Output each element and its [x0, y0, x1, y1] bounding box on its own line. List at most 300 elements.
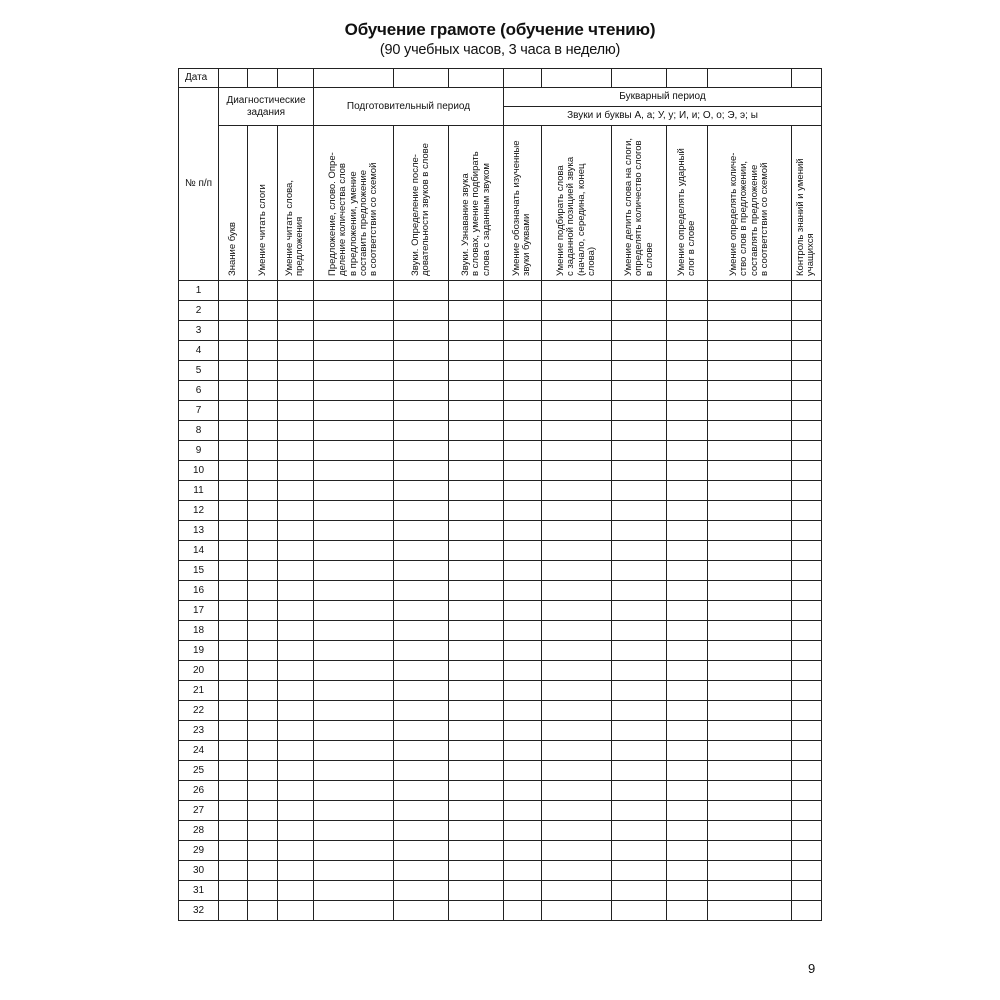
grade-cell[interactable]: [708, 421, 792, 441]
grade-cell[interactable]: [449, 661, 504, 681]
grade-cell[interactable]: [248, 481, 278, 501]
grade-cell[interactable]: [278, 621, 314, 641]
grade-cell[interactable]: [219, 641, 248, 661]
grade-cell[interactable]: [278, 821, 314, 841]
grade-cell[interactable]: [542, 541, 612, 561]
grade-cell[interactable]: [314, 901, 394, 921]
grade-cell[interactable]: [504, 761, 542, 781]
grade-cell[interactable]: [219, 781, 248, 801]
grade-cell[interactable]: [612, 361, 667, 381]
grade-cell[interactable]: [504, 681, 542, 701]
grade-cell[interactable]: [708, 761, 792, 781]
grade-cell[interactable]: [667, 381, 708, 401]
grade-cell[interactable]: [248, 601, 278, 621]
grade-cell[interactable]: [612, 601, 667, 621]
date-cell[interactable]: [504, 69, 542, 88]
grade-cell[interactable]: [667, 681, 708, 701]
grade-cell[interactable]: [314, 821, 394, 841]
grade-cell[interactable]: [278, 561, 314, 581]
grade-cell[interactable]: [219, 401, 248, 421]
grade-cell[interactable]: [314, 601, 394, 621]
grade-cell[interactable]: [504, 821, 542, 841]
grade-cell[interactable]: [314, 421, 394, 441]
grade-cell[interactable]: [449, 701, 504, 721]
grade-cell[interactable]: [542, 821, 612, 841]
grade-cell[interactable]: [792, 321, 822, 341]
grade-cell[interactable]: [504, 561, 542, 581]
grade-cell[interactable]: [278, 841, 314, 861]
grade-cell[interactable]: [708, 301, 792, 321]
grade-cell[interactable]: [314, 801, 394, 821]
grade-cell[interactable]: [504, 801, 542, 821]
grade-cell[interactable]: [314, 341, 394, 361]
grade-cell[interactable]: [248, 661, 278, 681]
grade-cell[interactable]: [792, 801, 822, 821]
grade-cell[interactable]: [542, 661, 612, 681]
grade-cell[interactable]: [219, 301, 248, 321]
grade-cell[interactable]: [612, 521, 667, 541]
grade-cell[interactable]: [504, 321, 542, 341]
grade-cell[interactable]: [449, 301, 504, 321]
grade-cell[interactable]: [792, 281, 822, 301]
grade-cell[interactable]: [612, 901, 667, 921]
grade-cell[interactable]: [219, 341, 248, 361]
grade-cell[interactable]: [708, 841, 792, 861]
grade-cell[interactable]: [667, 901, 708, 921]
grade-cell[interactable]: [667, 861, 708, 881]
grade-cell[interactable]: [248, 501, 278, 521]
grade-cell[interactable]: [248, 681, 278, 701]
grade-cell[interactable]: [449, 581, 504, 601]
grade-cell[interactable]: [792, 301, 822, 321]
grade-cell[interactable]: [278, 481, 314, 501]
grade-cell[interactable]: [504, 421, 542, 441]
grade-cell[interactable]: [504, 721, 542, 741]
grade-cell[interactable]: [314, 561, 394, 581]
grade-cell[interactable]: [504, 601, 542, 621]
grade-cell[interactable]: [708, 561, 792, 581]
grade-cell[interactable]: [314, 441, 394, 461]
grade-cell[interactable]: [708, 521, 792, 541]
grade-cell[interactable]: [708, 341, 792, 361]
grade-cell[interactable]: [612, 301, 667, 321]
grade-cell[interactable]: [394, 661, 449, 681]
grade-cell[interactable]: [504, 661, 542, 681]
grade-cell[interactable]: [394, 521, 449, 541]
grade-cell[interactable]: [542, 581, 612, 601]
grade-cell[interactable]: [219, 901, 248, 921]
grade-cell[interactable]: [314, 701, 394, 721]
grade-cell[interactable]: [248, 541, 278, 561]
grade-cell[interactable]: [667, 281, 708, 301]
grade-cell[interactable]: [792, 681, 822, 701]
grade-cell[interactable]: [504, 461, 542, 481]
grade-cell[interactable]: [314, 681, 394, 701]
grade-cell[interactable]: [612, 781, 667, 801]
grade-cell[interactable]: [248, 561, 278, 581]
grade-cell[interactable]: [314, 461, 394, 481]
grade-cell[interactable]: [449, 481, 504, 501]
grade-cell[interactable]: [612, 381, 667, 401]
grade-cell[interactable]: [542, 381, 612, 401]
grade-cell[interactable]: [219, 701, 248, 721]
grade-cell[interactable]: [314, 881, 394, 901]
grade-cell[interactable]: [708, 781, 792, 801]
grade-cell[interactable]: [708, 901, 792, 921]
grade-cell[interactable]: [792, 521, 822, 541]
grade-cell[interactable]: [612, 821, 667, 841]
grade-cell[interactable]: [314, 321, 394, 341]
date-cell[interactable]: [449, 69, 504, 88]
grade-cell[interactable]: [314, 361, 394, 381]
grade-cell[interactable]: [248, 761, 278, 781]
grade-cell[interactable]: [667, 301, 708, 321]
grade-cell[interactable]: [449, 901, 504, 921]
grade-cell[interactable]: [667, 341, 708, 361]
grade-cell[interactable]: [219, 481, 248, 501]
grade-cell[interactable]: [542, 881, 612, 901]
grade-cell[interactable]: [219, 361, 248, 381]
grade-cell[interactable]: [219, 801, 248, 821]
grade-cell[interactable]: [248, 381, 278, 401]
grade-cell[interactable]: [449, 461, 504, 481]
grade-cell[interactable]: [248, 701, 278, 721]
grade-cell[interactable]: [792, 401, 822, 421]
grade-cell[interactable]: [449, 341, 504, 361]
grade-cell[interactable]: [504, 641, 542, 661]
grade-cell[interactable]: [314, 581, 394, 601]
date-cell[interactable]: [708, 69, 792, 88]
grade-cell[interactable]: [612, 321, 667, 341]
grade-cell[interactable]: [504, 781, 542, 801]
grade-cell[interactable]: [449, 381, 504, 401]
grade-cell[interactable]: [394, 861, 449, 881]
grade-cell[interactable]: [449, 761, 504, 781]
grade-cell[interactable]: [394, 561, 449, 581]
grade-cell[interactable]: [314, 661, 394, 681]
grade-cell[interactable]: [248, 421, 278, 441]
grade-cell[interactable]: [792, 821, 822, 841]
grade-cell[interactable]: [792, 361, 822, 381]
grade-cell[interactable]: [542, 441, 612, 461]
grade-cell[interactable]: [394, 601, 449, 621]
grade-cell[interactable]: [792, 481, 822, 501]
grade-cell[interactable]: [542, 401, 612, 421]
grade-cell[interactable]: [708, 741, 792, 761]
grade-cell[interactable]: [449, 541, 504, 561]
grade-cell[interactable]: [394, 461, 449, 481]
grade-cell[interactable]: [542, 341, 612, 361]
grade-cell[interactable]: [314, 741, 394, 761]
grade-cell[interactable]: [792, 341, 822, 361]
grade-cell[interactable]: [708, 861, 792, 881]
grade-cell[interactable]: [278, 521, 314, 541]
grade-cell[interactable]: [792, 641, 822, 661]
grade-cell[interactable]: [667, 461, 708, 481]
grade-cell[interactable]: [394, 401, 449, 421]
grade-cell[interactable]: [278, 281, 314, 301]
grade-cell[interactable]: [394, 801, 449, 821]
grade-cell[interactable]: [314, 481, 394, 501]
grade-cell[interactable]: [542, 281, 612, 301]
grade-cell[interactable]: [449, 721, 504, 741]
grade-cell[interactable]: [314, 861, 394, 881]
grade-cell[interactable]: [504, 501, 542, 521]
grade-cell[interactable]: [278, 461, 314, 481]
grade-cell[interactable]: [612, 561, 667, 581]
grade-cell[interactable]: [394, 821, 449, 841]
grade-cell[interactable]: [667, 761, 708, 781]
grade-cell[interactable]: [278, 401, 314, 421]
grade-cell[interactable]: [667, 521, 708, 541]
grade-cell[interactable]: [248, 801, 278, 821]
grade-cell[interactable]: [667, 741, 708, 761]
grade-cell[interactable]: [394, 321, 449, 341]
grade-cell[interactable]: [667, 401, 708, 421]
grade-cell[interactable]: [542, 621, 612, 641]
grade-cell[interactable]: [219, 321, 248, 341]
grade-cell[interactable]: [394, 901, 449, 921]
grade-cell[interactable]: [667, 561, 708, 581]
grade-cell[interactable]: [219, 681, 248, 701]
grade-cell[interactable]: [278, 381, 314, 401]
grade-cell[interactable]: [542, 601, 612, 621]
grade-cell[interactable]: [449, 881, 504, 901]
grade-cell[interactable]: [667, 361, 708, 381]
grade-cell[interactable]: [504, 541, 542, 561]
grade-cell[interactable]: [504, 441, 542, 461]
grade-cell[interactable]: [219, 621, 248, 641]
grade-cell[interactable]: [449, 281, 504, 301]
grade-cell[interactable]: [542, 461, 612, 481]
grade-cell[interactable]: [612, 761, 667, 781]
grade-cell[interactable]: [792, 741, 822, 761]
grade-cell[interactable]: [314, 781, 394, 801]
grade-cell[interactable]: [612, 681, 667, 701]
grade-cell[interactable]: [248, 301, 278, 321]
grade-cell[interactable]: [667, 581, 708, 601]
grade-cell[interactable]: [248, 821, 278, 841]
grade-cell[interactable]: [278, 801, 314, 821]
grade-cell[interactable]: [278, 901, 314, 921]
grade-cell[interactable]: [314, 621, 394, 641]
grade-cell[interactable]: [504, 621, 542, 641]
grade-cell[interactable]: [792, 541, 822, 561]
grade-cell[interactable]: [219, 461, 248, 481]
grade-cell[interactable]: [542, 501, 612, 521]
grade-cell[interactable]: [449, 781, 504, 801]
grade-cell[interactable]: [278, 601, 314, 621]
grade-cell[interactable]: [278, 861, 314, 881]
grade-cell[interactable]: [504, 521, 542, 541]
grade-cell[interactable]: [278, 501, 314, 521]
grade-cell[interactable]: [708, 661, 792, 681]
grade-cell[interactable]: [248, 721, 278, 741]
grade-cell[interactable]: [542, 701, 612, 721]
grade-cell[interactable]: [542, 521, 612, 541]
grade-cell[interactable]: [219, 441, 248, 461]
grade-cell[interactable]: [612, 281, 667, 301]
grade-cell[interactable]: [314, 541, 394, 561]
grade-cell[interactable]: [792, 901, 822, 921]
grade-cell[interactable]: [708, 401, 792, 421]
grade-cell[interactable]: [504, 901, 542, 921]
grade-cell[interactable]: [542, 301, 612, 321]
grade-cell[interactable]: [449, 801, 504, 821]
grade-cell[interactable]: [708, 481, 792, 501]
grade-cell[interactable]: [278, 781, 314, 801]
grade-cell[interactable]: [612, 641, 667, 661]
grade-cell[interactable]: [449, 521, 504, 541]
grade-cell[interactable]: [612, 721, 667, 741]
grade-cell[interactable]: [792, 501, 822, 521]
grade-cell[interactable]: [314, 381, 394, 401]
grade-cell[interactable]: [278, 881, 314, 901]
grade-cell[interactable]: [612, 441, 667, 461]
grade-cell[interactable]: [612, 421, 667, 441]
grade-cell[interactable]: [792, 621, 822, 641]
grade-cell[interactable]: [248, 321, 278, 341]
grade-cell[interactable]: [792, 721, 822, 741]
grade-cell[interactable]: [394, 781, 449, 801]
grade-cell[interactable]: [542, 321, 612, 341]
grade-cell[interactable]: [248, 401, 278, 421]
grade-cell[interactable]: [792, 781, 822, 801]
grade-cell[interactable]: [504, 341, 542, 361]
grade-cell[interactable]: [612, 841, 667, 861]
date-cell[interactable]: [219, 69, 248, 88]
grade-cell[interactable]: [708, 381, 792, 401]
grade-cell[interactable]: [792, 701, 822, 721]
date-cell[interactable]: [248, 69, 278, 88]
grade-cell[interactable]: [248, 781, 278, 801]
grade-cell[interactable]: [612, 401, 667, 421]
grade-cell[interactable]: [314, 641, 394, 661]
grade-cell[interactable]: [394, 841, 449, 861]
grade-cell[interactable]: [219, 661, 248, 681]
grade-cell[interactable]: [394, 361, 449, 381]
grade-cell[interactable]: [667, 841, 708, 861]
grade-cell[interactable]: [612, 461, 667, 481]
grade-cell[interactable]: [278, 581, 314, 601]
grade-cell[interactable]: [449, 441, 504, 461]
grade-cell[interactable]: [708, 461, 792, 481]
grade-cell[interactable]: [504, 361, 542, 381]
grade-cell[interactable]: [708, 581, 792, 601]
grade-cell[interactable]: [612, 801, 667, 821]
grade-cell[interactable]: [667, 621, 708, 641]
grade-cell[interactable]: [278, 761, 314, 781]
grade-cell[interactable]: [667, 721, 708, 741]
grade-cell[interactable]: [504, 581, 542, 601]
grade-cell[interactable]: [449, 361, 504, 381]
grade-cell[interactable]: [449, 681, 504, 701]
grade-cell[interactable]: [278, 721, 314, 741]
grade-cell[interactable]: [394, 481, 449, 501]
grade-cell[interactable]: [278, 301, 314, 321]
grade-cell[interactable]: [219, 761, 248, 781]
grade-cell[interactable]: [792, 661, 822, 681]
grade-cell[interactable]: [449, 561, 504, 581]
grade-cell[interactable]: [248, 521, 278, 541]
grade-cell[interactable]: [542, 561, 612, 581]
grade-cell[interactable]: [504, 841, 542, 861]
grade-cell[interactable]: [278, 701, 314, 721]
date-cell[interactable]: [314, 69, 394, 88]
grade-cell[interactable]: [708, 321, 792, 341]
grade-cell[interactable]: [504, 881, 542, 901]
grade-cell[interactable]: [219, 721, 248, 741]
grade-cell[interactable]: [219, 281, 248, 301]
grade-cell[interactable]: [394, 681, 449, 701]
grade-cell[interactable]: [248, 461, 278, 481]
grade-cell[interactable]: [667, 601, 708, 621]
grade-cell[interactable]: [667, 801, 708, 821]
grade-cell[interactable]: [219, 881, 248, 901]
grade-cell[interactable]: [278, 741, 314, 761]
grade-cell[interactable]: [219, 421, 248, 441]
grade-cell[interactable]: [394, 341, 449, 361]
grade-cell[interactable]: [449, 821, 504, 841]
grade-cell[interactable]: [248, 621, 278, 641]
grade-cell[interactable]: [542, 901, 612, 921]
grade-cell[interactable]: [314, 761, 394, 781]
grade-cell[interactable]: [248, 641, 278, 661]
grade-cell[interactable]: [278, 321, 314, 341]
grade-cell[interactable]: [667, 661, 708, 681]
grade-cell[interactable]: [708, 541, 792, 561]
grade-cell[interactable]: [278, 421, 314, 441]
grade-cell[interactable]: [708, 281, 792, 301]
grade-cell[interactable]: [219, 541, 248, 561]
grade-cell[interactable]: [248, 581, 278, 601]
grade-cell[interactable]: [542, 641, 612, 661]
grade-cell[interactable]: [708, 701, 792, 721]
grade-cell[interactable]: [278, 681, 314, 701]
date-cell[interactable]: [394, 69, 449, 88]
grade-cell[interactable]: [278, 661, 314, 681]
grade-cell[interactable]: [542, 761, 612, 781]
grade-cell[interactable]: [542, 481, 612, 501]
grade-cell[interactable]: [708, 361, 792, 381]
grade-cell[interactable]: [248, 741, 278, 761]
grade-cell[interactable]: [394, 641, 449, 661]
grade-cell[interactable]: [394, 381, 449, 401]
grade-cell[interactable]: [248, 861, 278, 881]
grade-cell[interactable]: [248, 281, 278, 301]
grade-cell[interactable]: [612, 501, 667, 521]
grade-cell[interactable]: [708, 601, 792, 621]
grade-cell[interactable]: [708, 801, 792, 821]
grade-cell[interactable]: [314, 281, 394, 301]
grade-cell[interactable]: [708, 681, 792, 701]
grade-cell[interactable]: [219, 821, 248, 841]
grade-cell[interactable]: [504, 741, 542, 761]
grade-cell[interactable]: [278, 361, 314, 381]
grade-cell[interactable]: [248, 361, 278, 381]
grade-cell[interactable]: [792, 421, 822, 441]
grade-cell[interactable]: [504, 301, 542, 321]
grade-cell[interactable]: [394, 881, 449, 901]
grade-cell[interactable]: [667, 821, 708, 841]
grade-cell[interactable]: [504, 281, 542, 301]
grade-cell[interactable]: [792, 461, 822, 481]
grade-cell[interactable]: [449, 601, 504, 621]
grade-cell[interactable]: [612, 881, 667, 901]
grade-cell[interactable]: [667, 481, 708, 501]
grade-cell[interactable]: [219, 521, 248, 541]
date-cell[interactable]: [278, 69, 314, 88]
